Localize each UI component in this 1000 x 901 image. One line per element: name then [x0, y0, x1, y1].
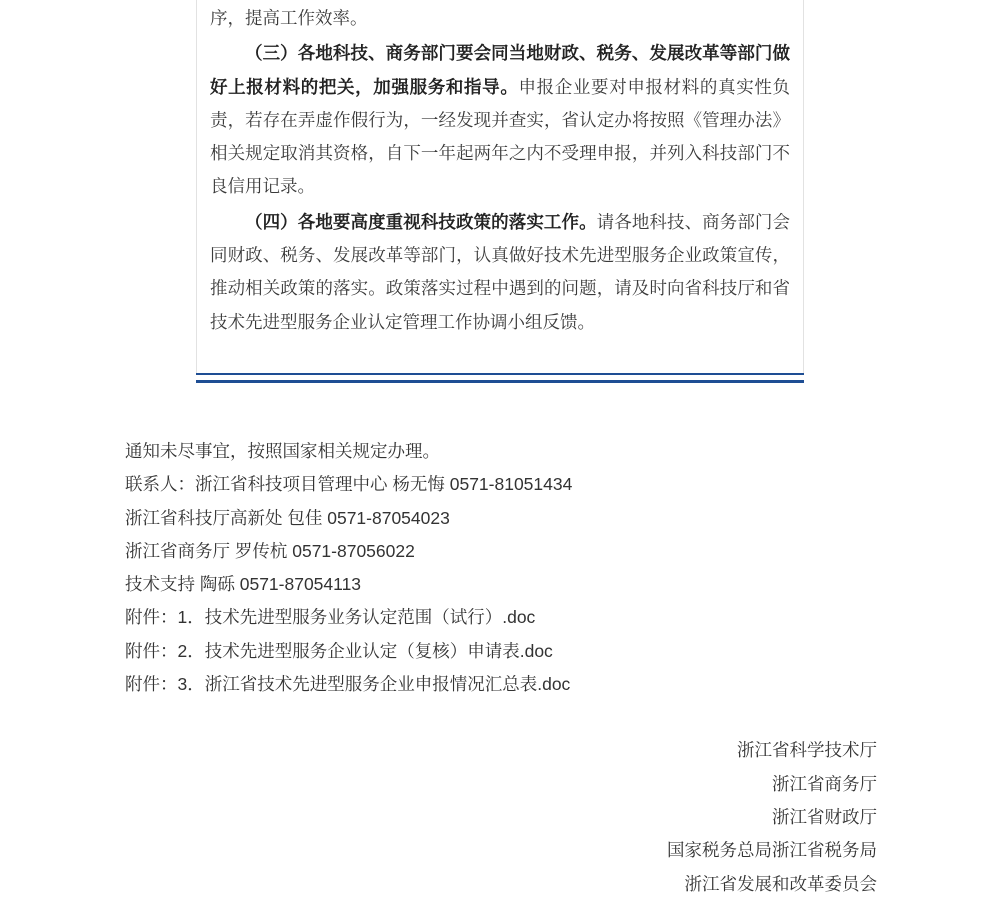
signature-line: 浙江省财政厅 — [772, 806, 877, 827]
attachment-line: 附件：1．技术先进型服务业务认定范围（试行）.doc — [125, 607, 536, 628]
notice-paragraph-3 — [210, 37, 790, 203]
signature-line: 浙江省商务厅 — [772, 773, 877, 794]
signature-line: 国家税务总局浙江省税务局 — [667, 840, 877, 861]
double-rule-divider — [196, 373, 804, 383]
notice-box-body — [196, 0, 804, 373]
contact-line: 技术支持 陶砾 0571-87054113 — [125, 574, 362, 595]
attachment-line: 附件：2．技术先进型服务企业认定（复核）申请表.doc — [125, 640, 553, 661]
paragraph-4-body-text: 请各地科技、商务部门会同财政、税务、发展改革等部门，认真做好技术先进型服务企业政策宣传，推动相关政策的落实。政策落实过程中遇到的问题，请及时向省科技厅和省技术先进型服务企业认定管理工作协调小组反馈。 — [210, 211, 791, 332]
contact-line: 联系人：浙江省科技项目管理中心 杨无悔 0571-81051434 — [125, 474, 573, 495]
contact-line: 浙江省商务厅 罗传杭 0571-87056022 — [125, 540, 415, 561]
notice-paragraph-continuation: 序，提高工作效率。 — [210, 8, 368, 28]
paragraph-3-lead-bold: （三）各地科技、商务部门要会同当地财政、税务、发展改革等部门做好上报材料的把关，加强服务和指导。 — [210, 43, 790, 97]
notice-paragraph-4 — [210, 206, 790, 339]
notice-closing-line: 通知未尽事宜，按照国家相关规定办理。 — [125, 440, 440, 461]
attachment-line: 附件：3．浙江省技术先进型服务企业申报情况汇总表.doc — [125, 674, 571, 695]
notice-box — [196, 0, 804, 383]
signature-line: 浙江省发展和改革委员会 — [684, 873, 877, 894]
footer-info — [125, 435, 1000, 701]
paragraph-4-lead-bold: （四）各地要高度重视科技政策的落实工作。 — [245, 211, 597, 232]
signature-block — [0, 734, 877, 900]
paragraph-3-body-text: 申报企业要对申报材料的真实性负责，若存在弄虚作假行为，一经发现并查实，省认定办将按照《管理办法》相关规定取消其资格，自下一年起两年之内不受理申报，并列入科技部门不良信用记录。 — [210, 76, 790, 197]
contact-line: 浙江省科技厅高新处 包佳 0571-87054023 — [125, 507, 450, 528]
signature-line: 浙江省科学技术厅 — [737, 740, 877, 761]
